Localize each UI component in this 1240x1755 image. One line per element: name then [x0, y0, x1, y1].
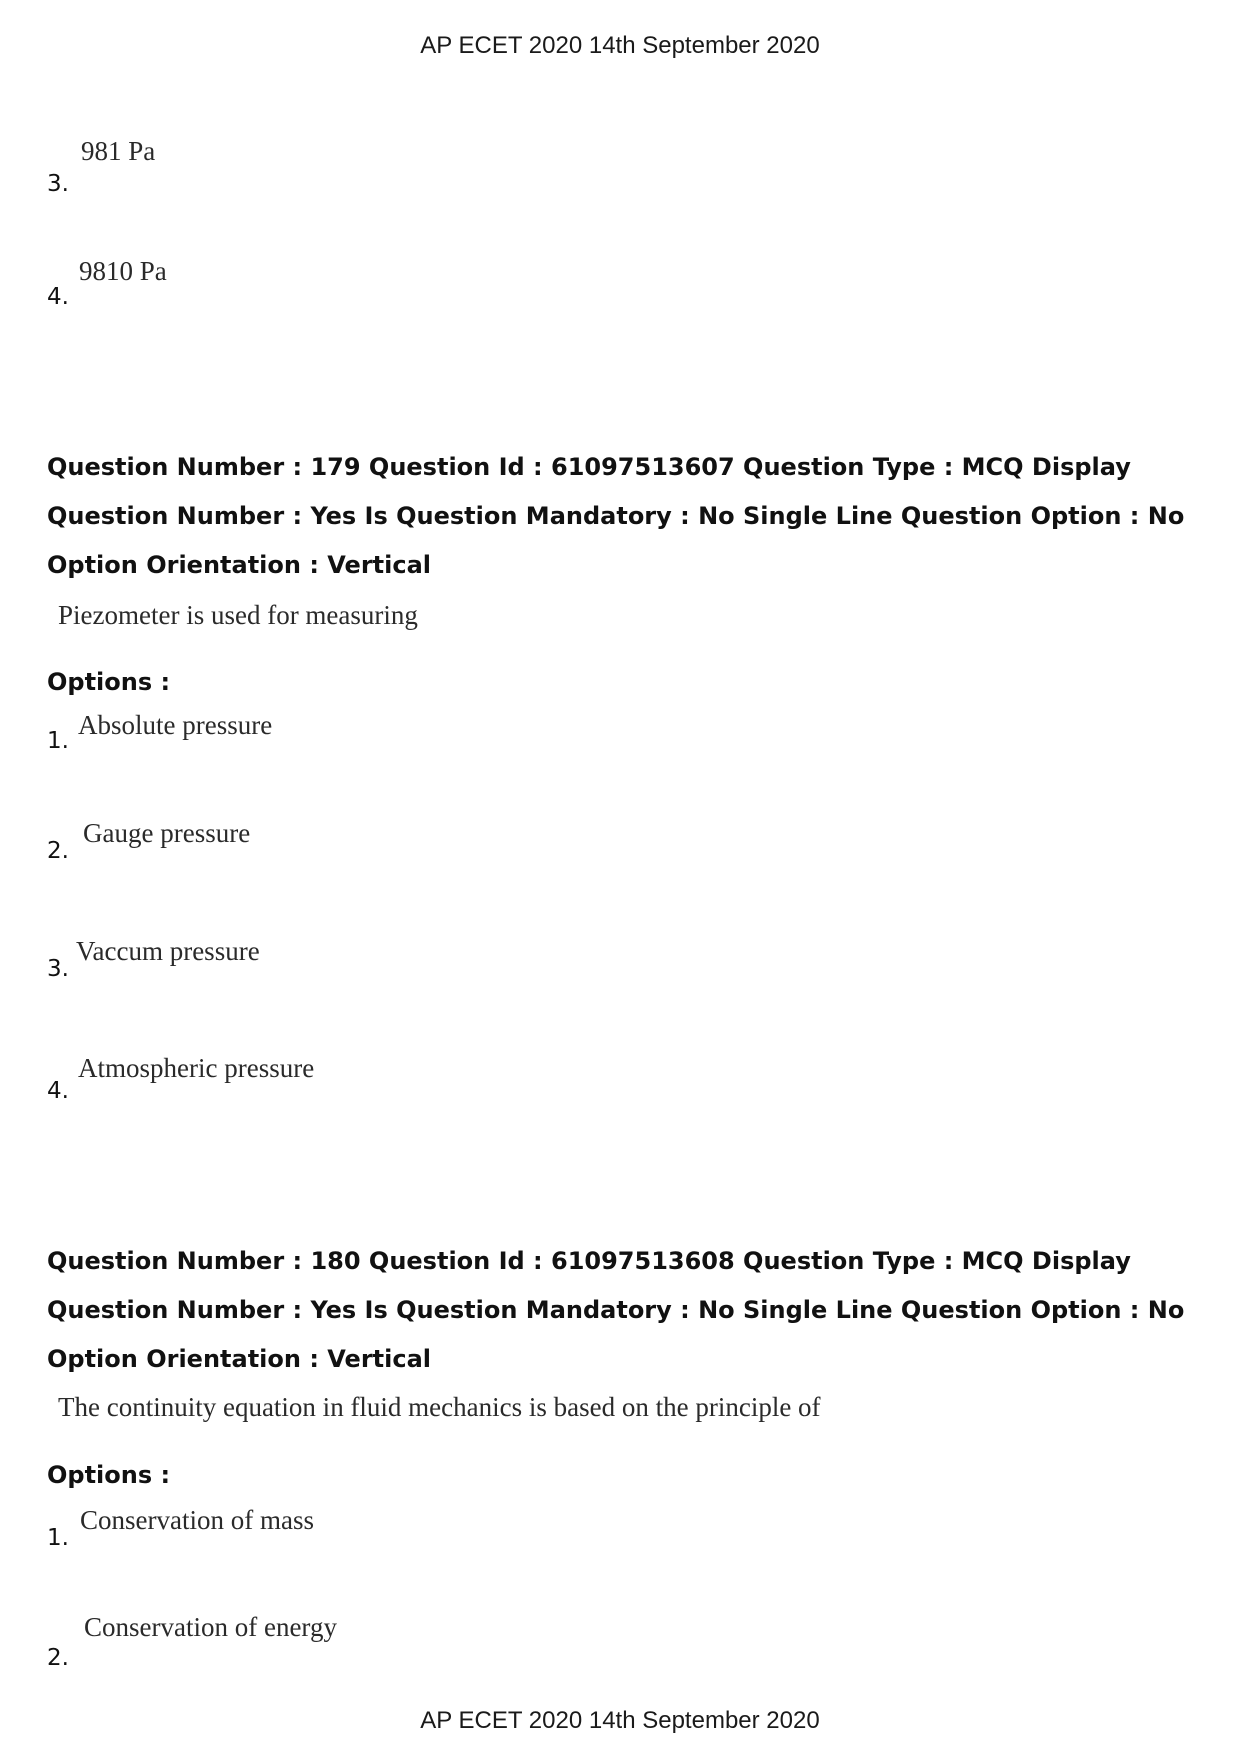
option-text: Vaccum pressure	[76, 936, 260, 966]
option-number: 2.	[47, 838, 69, 864]
option-text: 981 Pa	[81, 136, 156, 166]
option-text: Absolute pressure	[78, 710, 273, 740]
option-item	[47, 935, 747, 983]
option-item	[47, 709, 747, 755]
option-text: Gauge pressure	[83, 818, 251, 848]
options-label: Options :	[47, 668, 171, 696]
option-text: Atmospheric pressure	[78, 1053, 315, 1083]
option-number: 4.	[47, 284, 69, 310]
question-text: Piezometer is used for measuring	[58, 600, 418, 630]
option-number: 2.	[47, 1645, 69, 1671]
option-number: 3.	[47, 956, 69, 982]
option-number: 3.	[47, 171, 69, 197]
option-item	[47, 135, 747, 198]
option-number: 1.	[47, 728, 69, 754]
question-header: Question Number : 180 Question Id : 61097513608 Question Type : MCQ Display Question Number : Yes Is Question Mandatory : No Single Line Question Option : No Option Orientation : Vertical	[47, 1247, 1185, 1373]
question-text: The continuity equation in fluid mechanics is based on the principle of	[58, 1392, 821, 1422]
option-item	[47, 1611, 747, 1672]
option-item	[47, 255, 747, 311]
option-item	[47, 1052, 747, 1105]
option-text: Conservation of mass	[80, 1505, 314, 1535]
option-text: Conservation of energy	[84, 1612, 337, 1642]
option-item	[47, 817, 747, 865]
option-item	[47, 1504, 747, 1552]
page-footer: AP ECET 2020 14th September 2020	[420, 1707, 820, 1734]
question-header: Question Number : 179 Question Id : 61097513607 Question Type : MCQ Display Question Number : Yes Is Question Mandatory : No Single Line Question Option : No Option Orientation : Vertical	[47, 453, 1185, 579]
option-number: 4.	[47, 1078, 69, 1104]
option-number: 1.	[47, 1525, 69, 1551]
options-label: Options :	[47, 1461, 171, 1489]
page-header: AP ECET 2020 14th September 2020	[420, 32, 820, 59]
option-text: 9810 Pa	[79, 256, 167, 286]
